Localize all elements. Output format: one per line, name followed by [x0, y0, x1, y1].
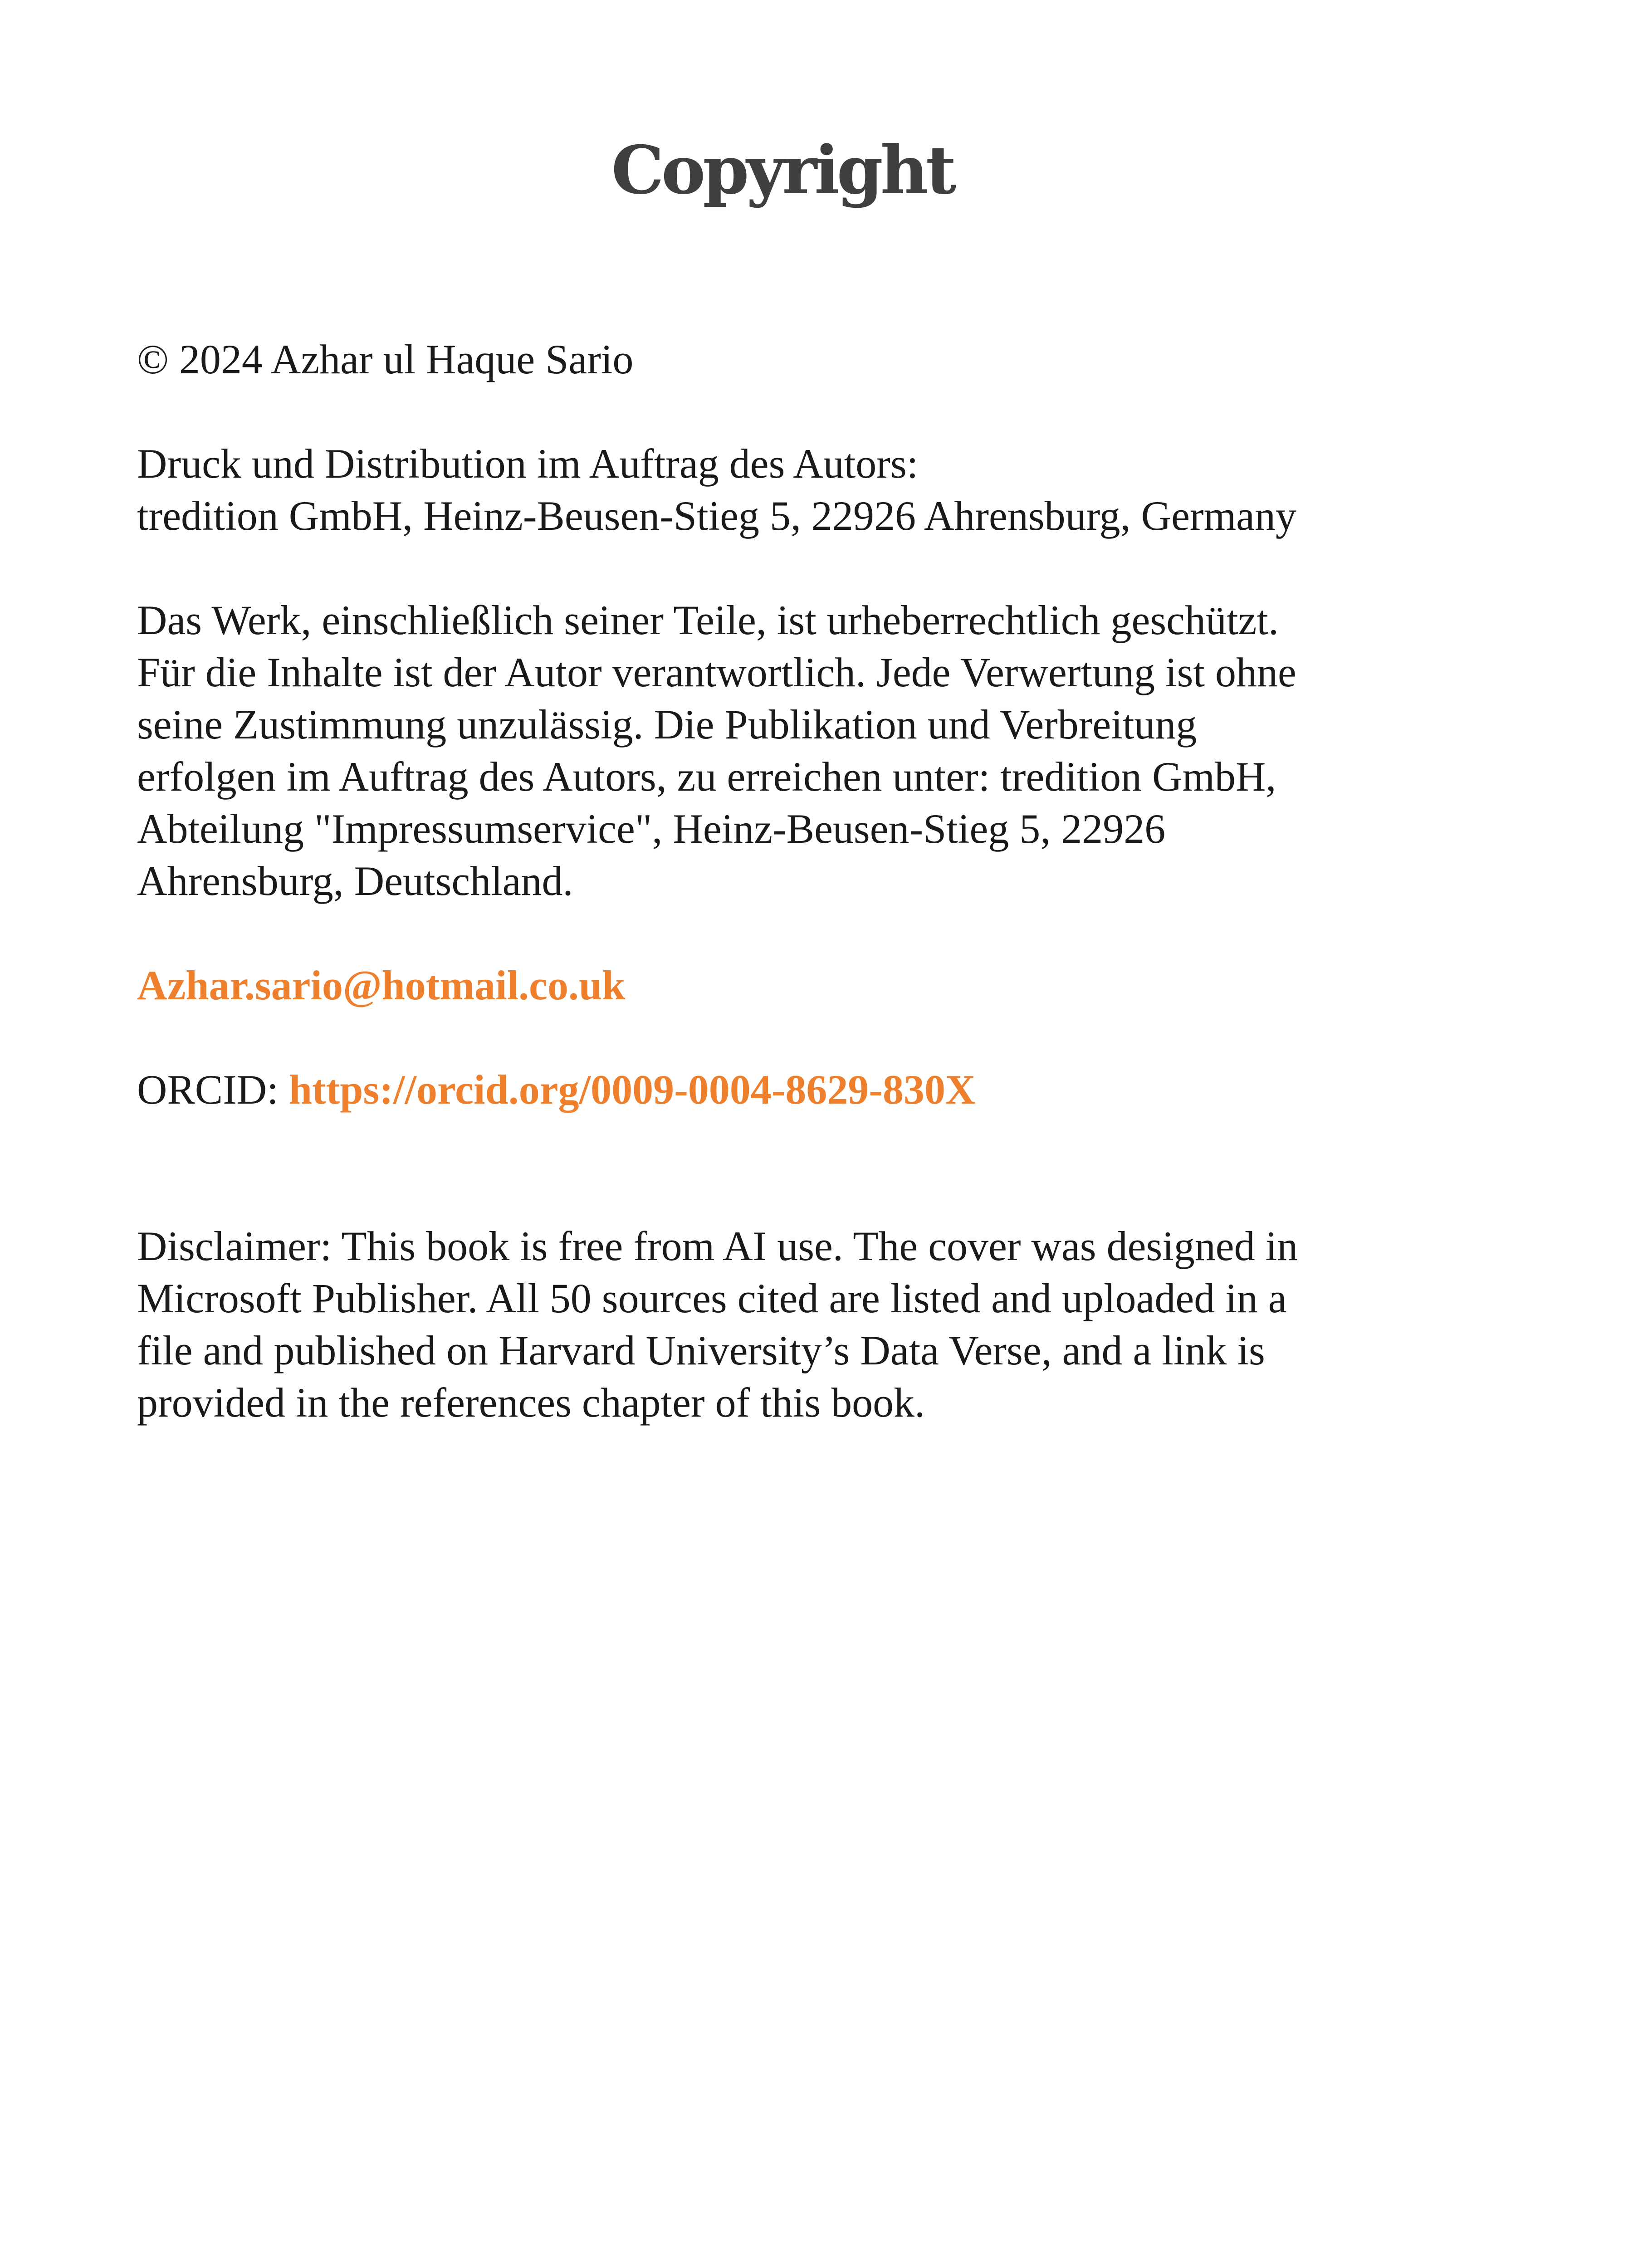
rights-notice — [137, 594, 1498, 907]
copyright-notice: © 2024 Azhar ul Haque Sario — [137, 336, 634, 382]
rights-line: seine Zustimmung unzulässig. Die Publikation und Verbreitung — [137, 701, 1197, 748]
orcid-paragraph — [137, 1064, 1498, 1116]
printing-distribution-notice — [137, 438, 1498, 542]
disclaimer-line: Microsoft Publisher. All 50 sources cited are listed and uploaded in a — [137, 1275, 1287, 1321]
rights-line: erfolgen im Auftrag des Autors, zu erreichen unter: tredition GmbH, — [137, 753, 1276, 800]
email-paragraph — [137, 959, 1498, 1012]
disclaimer-line: provided in the references chapter of this book. — [137, 1379, 925, 1426]
rights-line: Für die Inhalte ist der Autor verantwortlich. Jede Verwertung ist ohne — [137, 649, 1296, 695]
rights-line: Ahrensburg, Deutschland. — [137, 858, 573, 904]
rights-line: Das Werk, einschließlich seiner Teile, ist urheberrechtlich geschützt. — [137, 597, 1279, 643]
rights-line: Abteilung "Impressumservice", Heinz-Beusen-Stieg 5, 22926 — [137, 806, 1166, 852]
disclaimer-line: Disclaimer: This book is free from AI use. The cover was designed in — [137, 1223, 1298, 1269]
printing-line: Druck und Distribution im Auftrag des Autors: — [137, 440, 919, 487]
email-link[interactable]: Azhar.sario@hotmail.co.uk — [137, 962, 626, 1008]
disclaimer-paragraph — [137, 1220, 1498, 1429]
page-title: Copyright — [611, 132, 954, 209]
orcid-link[interactable]: https://orcid.org/0009-0004-8629-830X — [288, 1066, 976, 1113]
disclaimer-line: file and published on Harvard University’s Data Verse, and a link is — [137, 1327, 1265, 1374]
orcid-label: ORCID: — [137, 1066, 289, 1113]
printing-address-line: tredition GmbH, Heinz-Beusen-Stieg 5, 22926 Ahrensburg, Germany — [137, 493, 1296, 539]
